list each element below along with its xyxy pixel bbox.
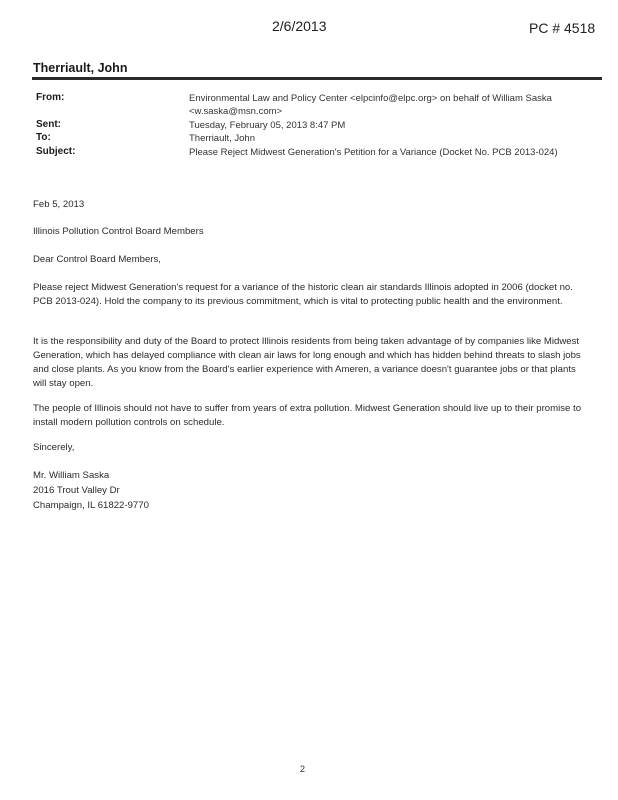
from-value-line2: <w.saska@msn.com> bbox=[189, 106, 283, 117]
signature-address-line1: 2016 Trout Valley Dr bbox=[33, 485, 120, 496]
letter-paragraph-2: It is the responsibility and duty of the Board to protect Illinois residents from being taken advantage of by companies like Midwest Generation, which has delayed compliance with clean air laws for long enough and which has hidden behind threats to slash jobs and close plants. As you know from the Board's earlier experience with Ameren, a variance doesn't guarantee jobs or that plants will stay open. bbox=[33, 336, 581, 389]
letter-recipient: Illinois Pollution Control Board Members bbox=[33, 226, 204, 237]
to-value: Therriault, John bbox=[189, 133, 256, 144]
signature-address-line2: Champaign, IL 61822-9770 bbox=[33, 500, 149, 511]
from-value-line1: Environmental Law and Policy Center <elpcinfo@elpc.org> on behalf of William Saska bbox=[189, 93, 552, 104]
page-number: 2 bbox=[300, 764, 306, 774]
from-value bbox=[189, 92, 589, 118]
signature-block bbox=[33, 468, 149, 513]
sent-value: Tuesday, February 05, 2013 8:47 PM bbox=[189, 120, 346, 131]
subject-value: Please Reject Midwest Generation's Petition for a Variance (Docket No. PCB 2013-024) bbox=[189, 147, 558, 158]
letter-date: Feb 5, 2013 bbox=[33, 199, 85, 210]
from-label: From: bbox=[36, 92, 65, 103]
sent-label: Sent: bbox=[36, 119, 61, 130]
mailbox-owner: Therriault, John bbox=[33, 61, 128, 75]
subject-label: Subject: bbox=[36, 146, 76, 157]
signature-name: Mr. William Saska bbox=[33, 470, 110, 481]
letter-paragraph-1: Please reject Midwest Generation's request for a variance of the historic clean air standards Illinois adopted in 2006 (docket no. PCB 2013-024). Hold the company to its previous commitment, which is vital to protecting public health and the environment. bbox=[33, 282, 573, 307]
letter-paragraph-3: The people of Illinois should not have to suffer from years of extra pollution. Midwest Generation should live up to their promise to install modern pollution controls on schedule. bbox=[33, 403, 582, 428]
letter-salutation: Dear Control Board Members, bbox=[33, 254, 161, 265]
stamp-pc-number: PC # 4518 bbox=[529, 20, 596, 36]
stamp-date: 2/6/2013 bbox=[272, 18, 327, 34]
letter-closing: Sincerely, bbox=[33, 442, 75, 453]
header-divider bbox=[32, 77, 602, 80]
to-label: To: bbox=[36, 132, 51, 143]
